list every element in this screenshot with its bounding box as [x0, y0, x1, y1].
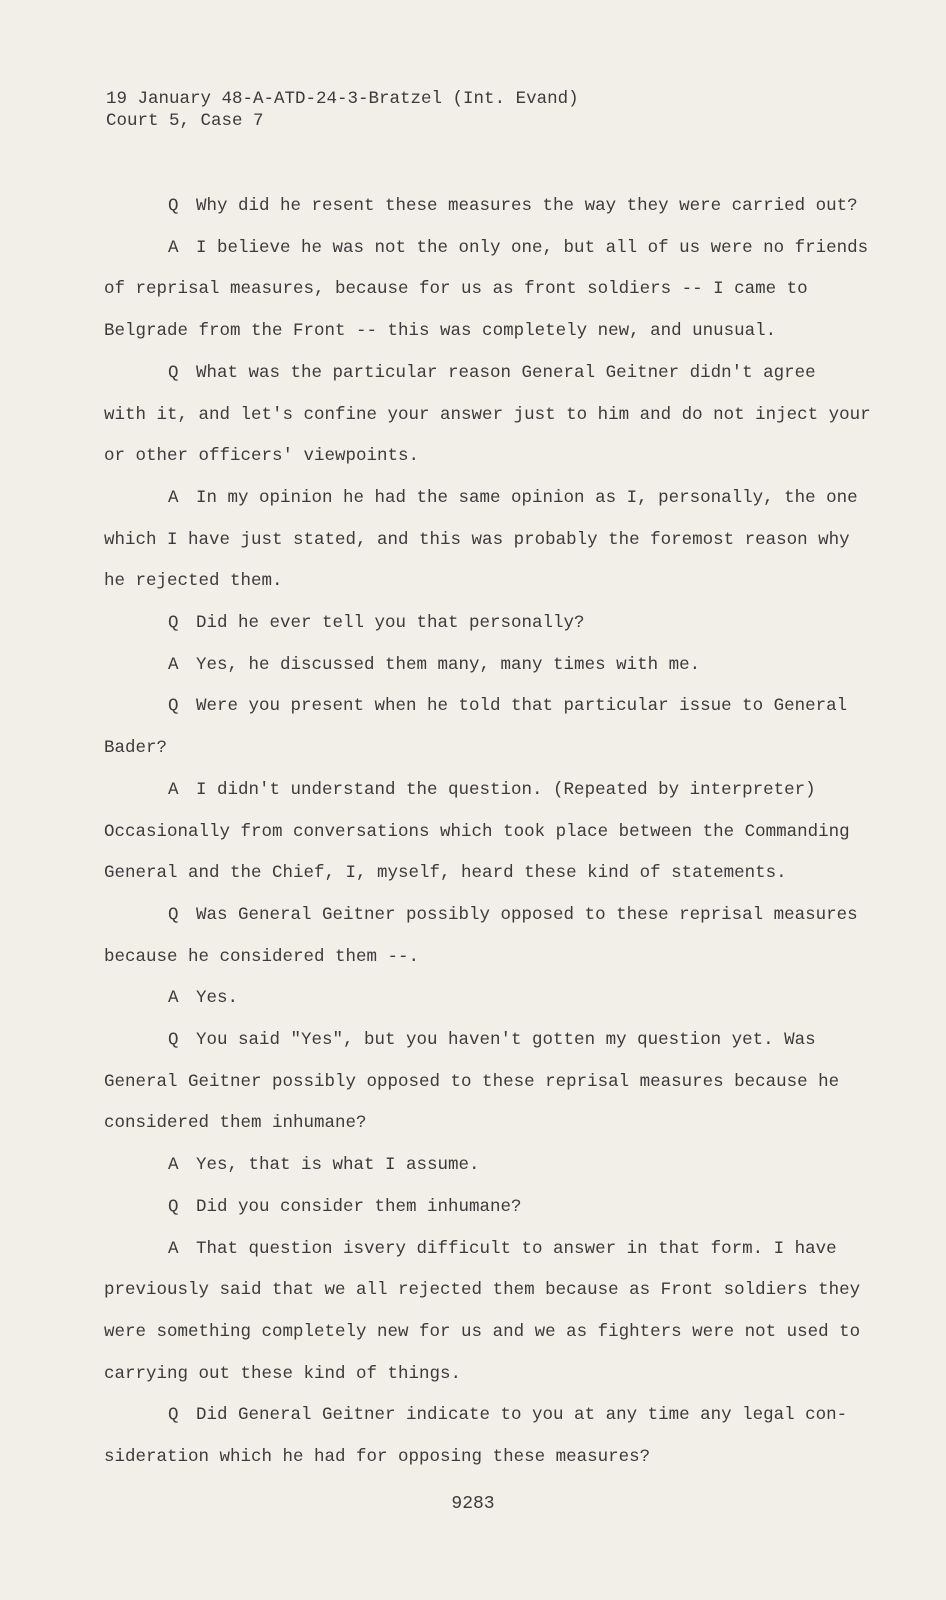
- speaker-label: A: [168, 237, 179, 258]
- transcript-paragraph: [104, 228, 869, 353]
- transcript-line: [104, 1103, 864, 1145]
- transcript-paragraph: [104, 353, 871, 478]
- transcript-line: [104, 1354, 864, 1396]
- transcript-line: [104, 978, 864, 1020]
- transcript-line: [104, 478, 864, 520]
- transcript-line: [104, 228, 869, 270]
- transcript-paragraph: [104, 686, 864, 769]
- transcript-line: [104, 1145, 864, 1187]
- transcript-paragraph: [104, 1020, 864, 1145]
- line-text: he rejected them.: [104, 571, 283, 592]
- line-text: because he considered them --.: [104, 946, 420, 967]
- transcript-line: [104, 1395, 864, 1437]
- transcript-paragraph: [104, 1145, 864, 1187]
- transcript-paragraph: [104, 186, 864, 228]
- line-text: In my opinion he had the same opinion as I, personally, the one: [196, 487, 858, 508]
- transcript-line: [104, 1062, 864, 1104]
- transcript-line: [104, 561, 864, 603]
- transcript-line: [104, 937, 864, 979]
- transcript-paragraph: [104, 770, 864, 895]
- speaker-label: Q: [168, 1196, 179, 1217]
- line-text: That question isvery difficult to answer in that form. I have: [196, 1238, 837, 1259]
- transcript-line: [104, 812, 864, 854]
- speaker-label: A: [168, 1155, 179, 1176]
- speaker-label: Q: [168, 696, 179, 717]
- line-text: were something completely new for us and we as fighters were not used to: [104, 1321, 861, 1342]
- transcript-line: [104, 1437, 864, 1479]
- transcript-paragraph: [104, 478, 864, 603]
- transcript-line: [104, 1270, 864, 1312]
- transcript-line: [104, 853, 864, 895]
- transcript-line: [104, 645, 864, 687]
- speaker-label: Q: [168, 1405, 179, 1426]
- line-text: Yes.: [196, 988, 239, 1009]
- transcript-line: [104, 686, 864, 728]
- line-text: I didn't understand the question. (Repeated by interpreter): [196, 779, 816, 800]
- line-text: General and the Chief, I, myself, heard these kind of statements.: [104, 863, 787, 884]
- line-text: What was the particular reason General Geitner didn't agree: [196, 362, 816, 383]
- speaker-label: A: [168, 779, 179, 800]
- transcript-paragraph: [104, 1187, 864, 1229]
- transcript-paragraph: [104, 1229, 864, 1396]
- line-text: Yes, that is what I assume.: [196, 1155, 480, 1176]
- transcript-line: [104, 603, 864, 645]
- speaker-label: A: [168, 988, 179, 1009]
- transcript-paragraph: [104, 978, 864, 1020]
- line-text: Occasionally from conversations which took place between the Commanding: [104, 821, 850, 842]
- line-text: Belgrade from the Front -- this was completely new, and unusual.: [104, 321, 777, 342]
- transcript-paragraph: [104, 645, 864, 687]
- line-text: sideration which he had for opposing these measures?: [104, 1447, 651, 1468]
- line-text: Yes, he discussed them many, many times with me.: [196, 654, 701, 675]
- transcript-line: [104, 1229, 864, 1271]
- line-text: which I have just stated, and this was probably the foremost reason why: [104, 529, 850, 550]
- speaker-label: A: [168, 487, 179, 508]
- speaker-label: Q: [168, 904, 179, 925]
- speaker-label: Q: [168, 196, 179, 216]
- transcript-line: [104, 895, 864, 937]
- header-line-1: 19 January 48-A-ATD-24-3-Bratzel (Int. Evand): [106, 89, 579, 109]
- transcript-line: [104, 353, 864, 395]
- line-text: or other officers' viewpoints.: [104, 446, 420, 467]
- speaker-label: Q: [168, 1030, 179, 1051]
- transcript-line: [104, 269, 864, 311]
- transcript-line: [104, 520, 864, 562]
- line-text: Did General Geitner indicate to you at any time any legal con-: [196, 1405, 848, 1426]
- line-text: with it, and let's confine your answer just to him and do not inject your: [104, 404, 871, 425]
- line-text: considered them inhumane?: [104, 1113, 367, 1134]
- speaker-label: A: [168, 654, 179, 675]
- line-text: Were you present when he told that particular issue to General: [196, 696, 848, 717]
- transcript-line: [104, 770, 864, 812]
- line-text: carrying out these kind of things.: [104, 1363, 462, 1384]
- transcript-line: [104, 436, 864, 478]
- transcript-body: [104, 186, 871, 1479]
- page-number: 9283: [451, 1494, 495, 1514]
- transcript-paragraph: [104, 603, 864, 645]
- line-text: General Geitner possibly opposed to these reprisal measures because he: [104, 1071, 840, 1092]
- transcript-line: [104, 1020, 864, 1062]
- transcript-line: [104, 1187, 864, 1229]
- transcript-paragraph: [104, 1395, 864, 1478]
- line-text: Why did he resent these measures the way they were carried out?: [196, 196, 858, 216]
- document-header: [106, 88, 579, 132]
- transcript-line: [104, 186, 864, 228]
- line-text: You said "Yes", but you haven't gotten my question yet. Was: [196, 1030, 816, 1051]
- speaker-label: Q: [168, 613, 179, 634]
- transcript-paragraph: [104, 895, 864, 978]
- line-text: of reprisal measures, because for us as front soldiers -- I came to: [104, 279, 808, 300]
- speaker-label: Q: [168, 362, 179, 383]
- line-text: Did you consider them inhumane?: [196, 1196, 522, 1217]
- line-text: Did he ever tell you that personally?: [196, 613, 585, 634]
- line-text: Bader?: [104, 738, 168, 759]
- line-text: previously said that we all rejected them because as Front soldiers they: [104, 1280, 861, 1301]
- speaker-label: A: [168, 1238, 179, 1259]
- transcript-line: [104, 395, 871, 437]
- line-text: I believe he was not the only one, but all of us were no friends: [196, 237, 869, 258]
- line-text: Was General Geitner possibly opposed to these reprisal measures: [196, 904, 858, 925]
- transcript-line: [104, 728, 864, 770]
- transcript-line: [104, 311, 864, 353]
- header-line-2: Court 5, Case 7: [106, 111, 264, 131]
- transcript-line: [104, 1312, 864, 1354]
